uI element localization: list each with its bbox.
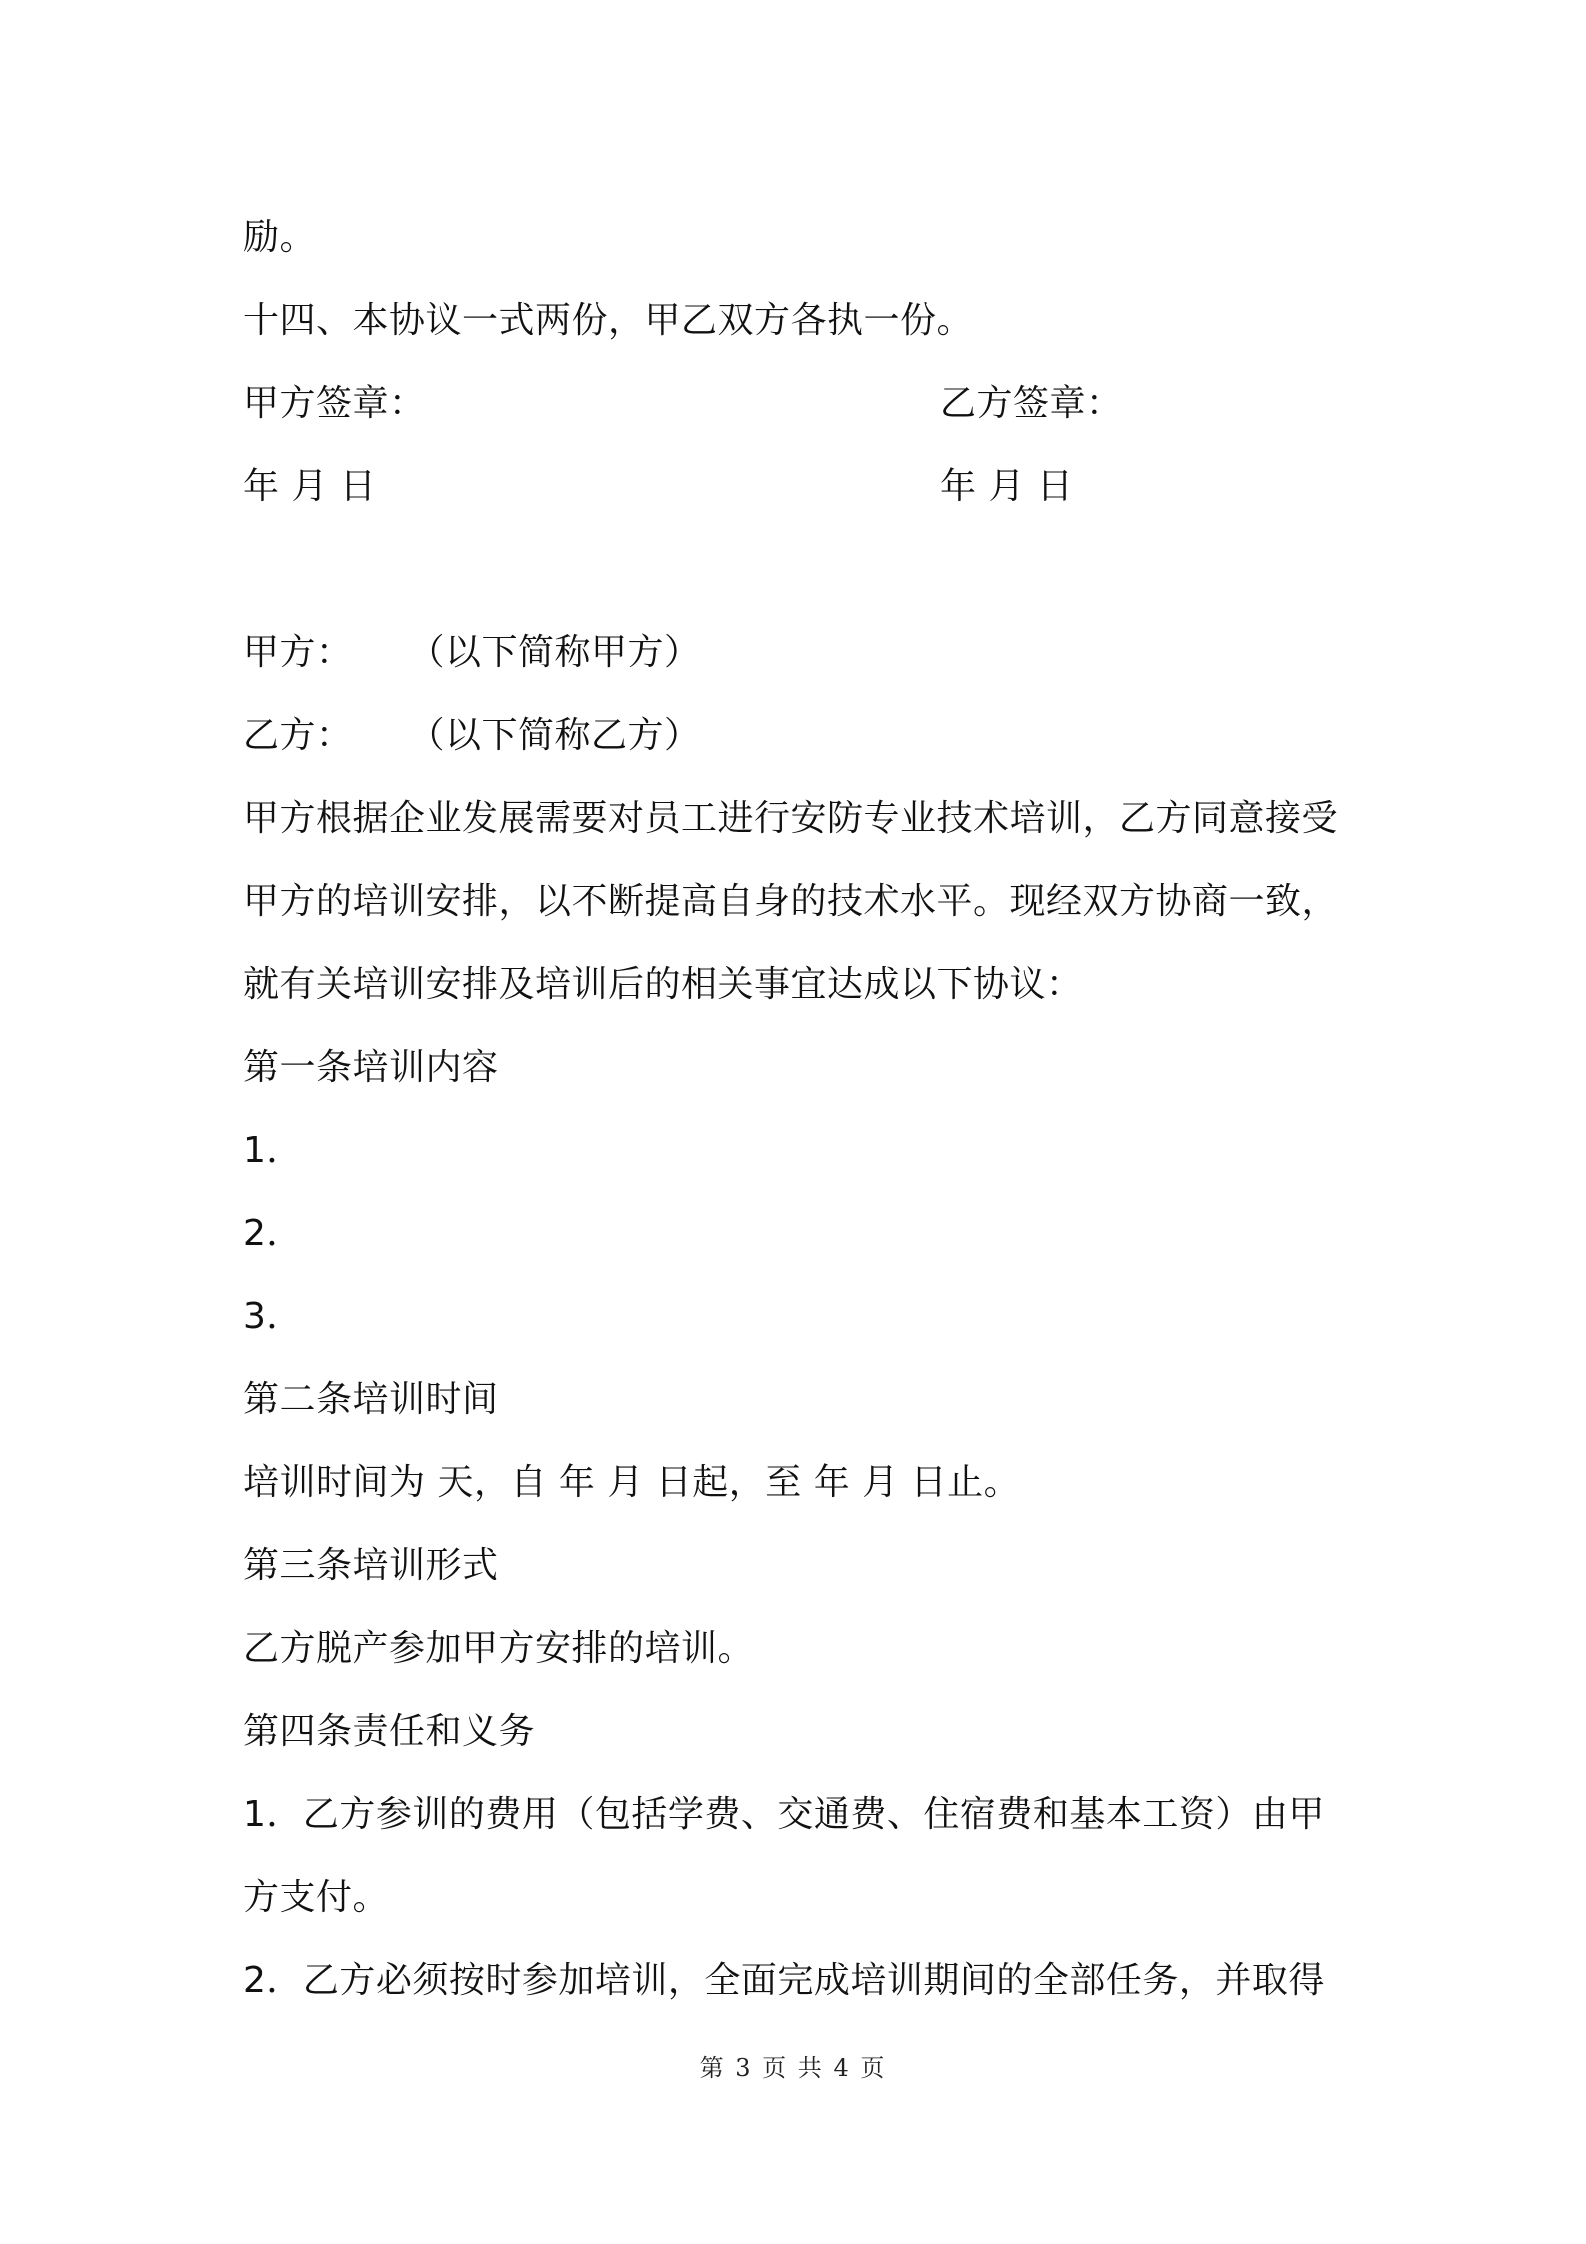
body-line: 甲方的培训安排，以不断提高自身的技术水平。现经双方协商一致， [243,881,1339,922]
text-line: 励。 [243,217,317,258]
party-b-line [243,694,1353,777]
body-line: 就有关培训安排及培训后的相关事宜达成以下协议： [243,964,1083,1005]
body-line: 2．乙方必须按时参加培训，全面完成培训期间的全部任务，并取得 [243,1960,1325,2001]
article-three-heading: 第三条培训形式 [243,1545,499,1586]
article-one-heading: 第一条培训内容 [243,1047,499,1088]
body-line: 乙方脱产参加甲方安排的培训。 [243,1628,755,1669]
list-item: 3． [243,1296,303,1337]
party-b-date: 年 月 日 [940,466,1074,507]
party-a-label: 甲方： [243,632,353,673]
body-line: 1．乙方参训的费用（包括学费、交通费、住宿费和基本工资）由甲 [243,1794,1325,1835]
party-a-seal-label: 甲方签章： [243,383,426,424]
blank-line [243,528,1353,611]
party-b-seal-label: 乙方签章： [940,383,1123,424]
list-item: 1． [243,1130,303,1171]
signature-row [243,362,1353,445]
body-line: 培训时间为 天，自 年 月 日起，至 年 月 日止。 [243,1462,1021,1503]
body-line: 甲方根据企业发展需要对员工进行安防专业技术培训，乙方同意接受 [243,798,1339,839]
body-line: 方支付。 [243,1877,390,1918]
party-b-note: （以下简称乙方） [408,715,701,756]
clause-fourteen: 十四、本协议一式两份，甲乙双方各执一份。 [243,300,974,341]
page-number: 第 3 页 共 4 页 [699,2054,887,2082]
article-two-heading: 第二条培训时间 [243,1379,499,1420]
list-item: 2． [243,1213,303,1254]
party-b-label: 乙方： [243,715,353,756]
signature-date-row [243,445,1353,528]
party-a-line [243,611,1353,694]
article-four-heading: 第四条责任和义务 [243,1711,536,1752]
party-a-note: （以下简称甲方） [408,632,701,673]
party-a-date: 年 月 日 [243,466,377,507]
document-content [243,196,1353,2022]
